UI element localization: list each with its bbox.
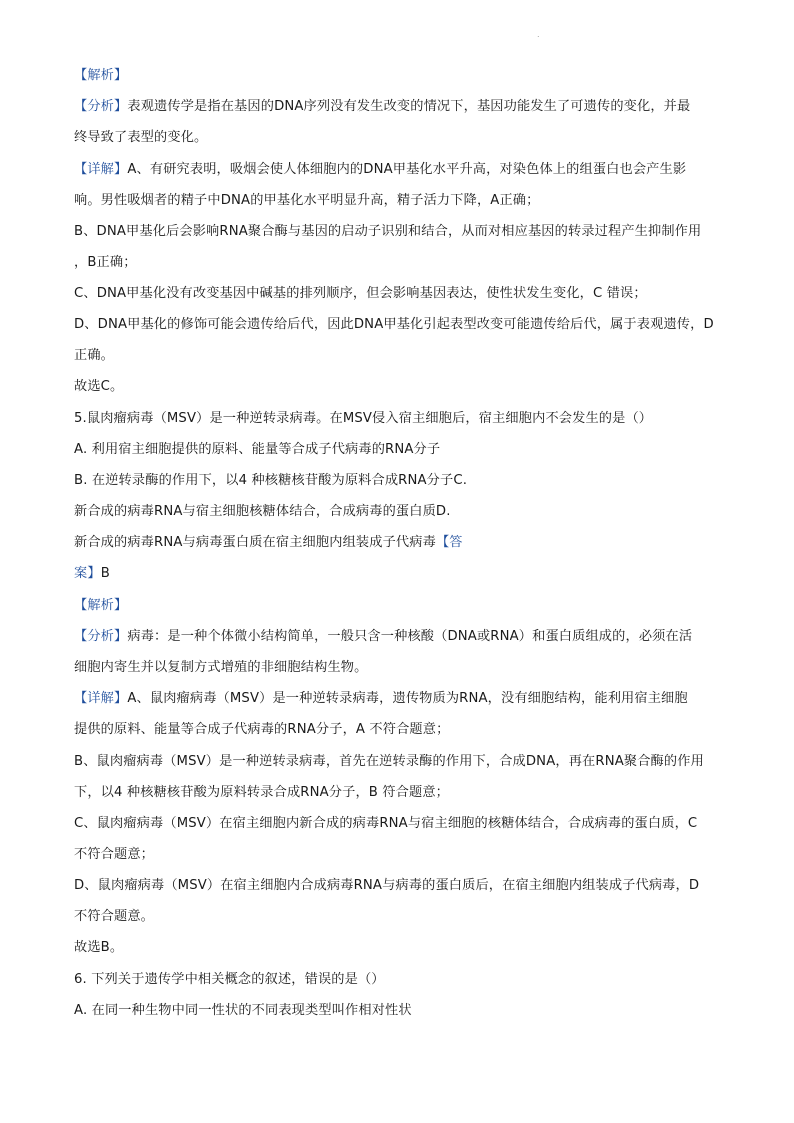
doc-line: 下，以4 种核糖核苷酸为原料转录合成RNA分子，B 符合题意； <box>74 785 450 800</box>
header-mark: . <box>537 30 540 39</box>
doc-line: D、鼠肉瘤病毒（MSV）在宿主细胞内合成病毒RNA与病毒的蛋白质后，在宿主细胞内组装成子代病毒，D <box>74 878 700 893</box>
section-tag: 【详解】 <box>74 691 128 706</box>
option-c: 新合成的病毒RNA与宿主细胞核糖体结合，合成病毒的蛋白质D. <box>74 504 451 519</box>
doc-line: 不符合题意； <box>74 847 155 862</box>
option-a: A. 利用宿主细胞提供的原料、能量等合成子代病毒的RNA分子 <box>74 442 441 457</box>
doc-line: C、鼠肉瘤病毒（MSV）在宿主细胞内新合成的病毒RNA与宿主细胞的核糖体结合，合成病毒的蛋白质，C <box>74 816 698 831</box>
section-tag: 【分析】 <box>74 629 128 644</box>
doc-line: 提供的原料、能量等合成子代病毒的RNA分子，A 不符合题意； <box>74 722 450 737</box>
option-b: B. 在逆转录酶的作用下，以4 种核糖核苷酸为原料合成RNA分子C. <box>74 473 468 488</box>
doc-line: 【分析】表观遗传学是指在基因的DNA序列没有发生改变的情况下，基因功能发生了可遗传的变化，并最 <box>74 99 691 114</box>
doc-line: D、DNA甲基化的修饰可能会遗传给后代，因此DNA甲基化引起表型改变可能遗传给后代，属于表观遗传，D <box>74 317 714 332</box>
doc-line: B、鼠肉瘤病毒（MSV）是一种逆转录病毒，首先在逆转录酶的作用下，合成DNA，再在RNA聚合酶的作用 <box>74 754 704 769</box>
doc-line: 【详解】A、鼠肉瘤病毒（MSV）是一种逆转录病毒，遗传物质为RNA，没有细胞结构，能利用宿主细胞 <box>74 691 688 706</box>
option-d: 新合成的病毒RNA与病毒蛋白质在宿主细胞内组装成子代病毒【答 <box>74 535 463 550</box>
doc-line: 正确。 <box>74 348 115 363</box>
answer-tag: 案】 <box>74 566 101 581</box>
section-tag: 【详解】 <box>74 162 128 177</box>
doc-line <box>74 596 127 616</box>
doc-line: ，B正确； <box>74 255 137 270</box>
doc-line: 细胞内寄生并以复制方式增殖的非细胞结构生物。 <box>74 660 368 675</box>
section-tag: 【分析】 <box>74 99 128 114</box>
doc-line: 故选B。 <box>74 940 124 955</box>
question-5-stem: 5.鼠肉瘤病毒（MSV）是一种逆转录病毒。在MSV侵入宿主细胞后，宿主细胞内不会发生的是（） <box>74 411 653 426</box>
doc-line: B、DNA甲基化后会影响RNA聚合酶与基因的启动子识别和结合，从而对相应基因的转录过程产生抑制作用 <box>74 224 702 239</box>
doc-line: 终导致了表型的变化。 <box>74 130 208 145</box>
doc-line: 【详解】A、有研究表明，吸烟会使人体细胞内的DNA甲基化水平升高，对染色体上的组蛋白也会产生影 <box>74 162 687 177</box>
doc-line: 不符合题意。 <box>74 909 155 924</box>
answer-line: 案】B <box>74 566 110 581</box>
question-6-stem: 6. 下列关于遗传学中相关概念的叙述，错误的是（） <box>74 972 385 987</box>
section-tag: 【解析】 <box>74 598 128 613</box>
option-a: A. 在同一种生物中同一性状的不同表现类型叫作相对性状 <box>74 1003 412 1018</box>
doc-line: 响。男性吸烟者的精子中DNA的甲基化水平明显升高，精子活力下降，A正确； <box>74 193 540 208</box>
doc-line: C、DNA甲基化没有改变基因中碱基的排列顺序，但会影响基因表达，使性状发生变化，C 错误； <box>74 286 647 301</box>
doc-line: 故选C。 <box>74 379 124 394</box>
doc-line: 【分析】病毒：是一种个体微小结构简单，一般只含一种核酸（DNA或RNA）和蛋白质组成的，必须在活 <box>74 629 693 644</box>
answer-tag: 【答 <box>435 535 463 550</box>
doc-line <box>74 66 127 86</box>
section-tag: 【解析】 <box>74 68 128 83</box>
